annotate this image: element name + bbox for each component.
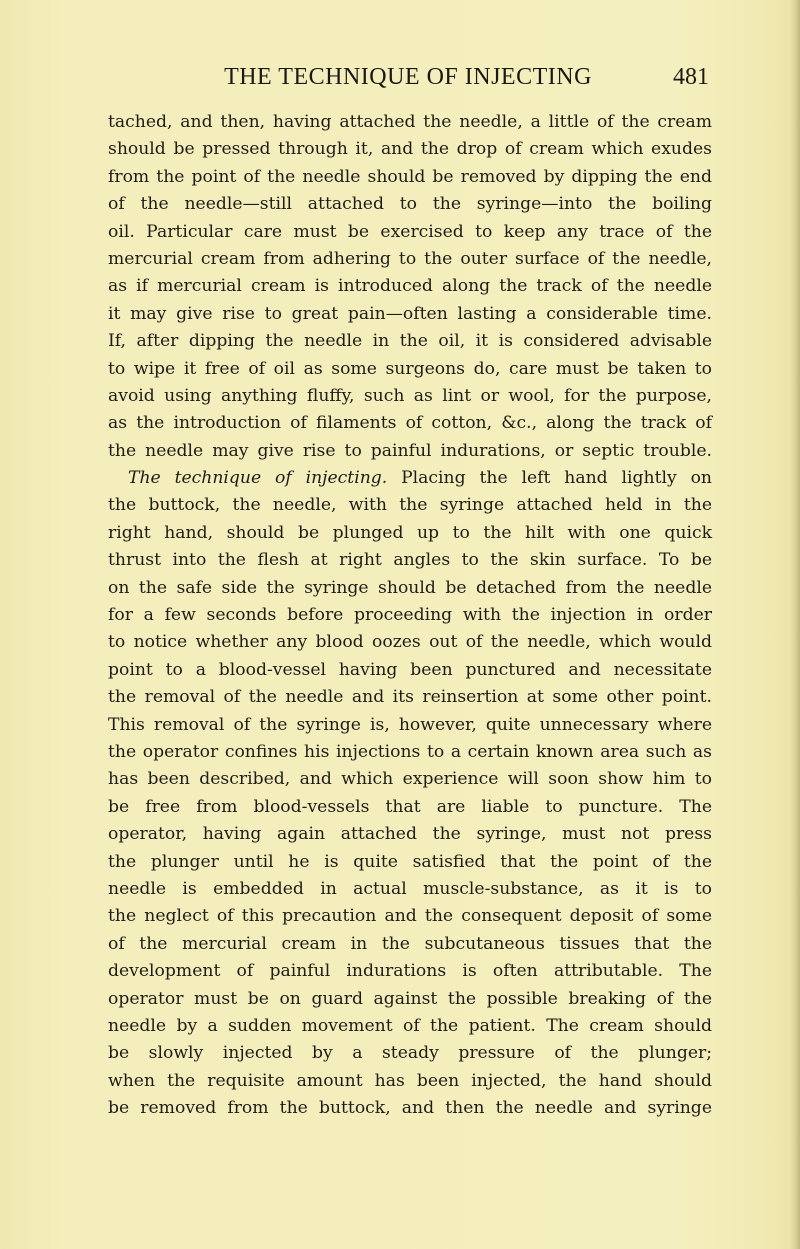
text-line: should be pressed through it, and the drop of cream which exudes bbox=[108, 139, 712, 160]
section-heading: The technique of injecting. bbox=[128, 468, 388, 489]
text-line: development of painful indurations is often attributable. The bbox=[108, 961, 712, 982]
text-line: be slowly injected by a steady pressure of the plunger; bbox=[108, 1043, 712, 1064]
first-line-rest: Placing the left hand lightly on bbox=[401, 468, 713, 489]
text-line: as the introduction of filaments of cotton, &c., along the track of bbox=[108, 413, 712, 434]
paragraph-1 bbox=[108, 109, 712, 465]
text-line: be removed from the buttock, and then the needle and syringe bbox=[108, 1098, 712, 1119]
text-line: needle is embedded in actual muscle-substance, as it is to bbox=[108, 878, 712, 899]
running-title: THE TECHNIQUE OF INJECTING bbox=[224, 64, 592, 90]
text-line: mercurial cream from adhering to the outer surface of the needle, bbox=[108, 248, 712, 269]
text-line: avoid using anything fluffy, such as lint or wool, for the purpose, bbox=[108, 385, 712, 406]
text-line: This removal of the syringe is, however, quite unnecessary where bbox=[108, 714, 712, 735]
text-line: operator must be on guard against the possible breaking of the bbox=[108, 988, 712, 1009]
paragraph-2 bbox=[108, 465, 712, 1122]
text-line: to notice whether any blood oozes out of the needle, which would bbox=[108, 632, 712, 653]
text-line: the operator confines his injections to a certain known area such as bbox=[108, 741, 712, 762]
page-header bbox=[107, 64, 709, 94]
text-line: from the point of the needle should be removed by dipping the end bbox=[108, 166, 712, 187]
text-line: If, after dipping the needle in the oil, it is considered advisable bbox=[108, 331, 712, 352]
text-line: oil. Particular care must be exercised to keep any trace of the bbox=[108, 221, 712, 242]
text-line: operator, having again attached the syringe, must not press bbox=[108, 824, 712, 845]
text-line: needle by a sudden movement of the patient. The cream should bbox=[108, 1015, 712, 1036]
text-line: the removal of the needle and its reinsertion at some other point. bbox=[108, 687, 712, 708]
text-line: it may give rise to great pain—often lasting a considerable time. bbox=[108, 303, 712, 324]
text-line: for a few seconds before proceeding with the injection in order bbox=[108, 605, 712, 626]
text-line: of the needle—still attached to the syringe—into the boiling bbox=[108, 194, 712, 215]
text-line: has been described, and which experience will soon show him to bbox=[108, 769, 712, 790]
text-line: to wipe it free of oil as some surgeons do, care must be taken to bbox=[108, 358, 712, 379]
text-line: right hand, should be plunged up to the hilt with one quick bbox=[108, 522, 712, 543]
text-line: on the safe side the syringe should be detached from the needle bbox=[108, 577, 712, 598]
text-line: when the requisite amount has been injected, the hand should bbox=[108, 1070, 712, 1091]
paragraph-2-first-line bbox=[108, 465, 712, 492]
text-line: the neglect of this precaution and the consequent deposit of some bbox=[108, 906, 712, 927]
text-line: the plunger until he is quite satisfied that the point of the bbox=[108, 851, 712, 872]
body-text bbox=[108, 109, 712, 1122]
text-line: thrust into the flesh at right angles to the skin surface. To be bbox=[108, 550, 712, 571]
text-line: of the mercurial cream in the subcutaneous tissues that the bbox=[108, 933, 712, 954]
text-line: be free from blood-vessels that are liable to puncture. The bbox=[108, 796, 712, 817]
text-line: the needle may give rise to painful indurations, or septic trouble. bbox=[108, 440, 712, 461]
text-line: tached, and then, having attached the needle, a little of the cream bbox=[108, 112, 712, 132]
text-line: as if mercurial cream is introduced along the track of the needle bbox=[108, 276, 712, 297]
page-number: 481 bbox=[673, 64, 709, 90]
text-line: the buttock, the needle, with the syringe attached held in the bbox=[108, 495, 712, 516]
text-line: point to a blood-vessel having been punctured and necessitate bbox=[108, 659, 712, 680]
page-edge-shadow bbox=[790, 0, 800, 1249]
